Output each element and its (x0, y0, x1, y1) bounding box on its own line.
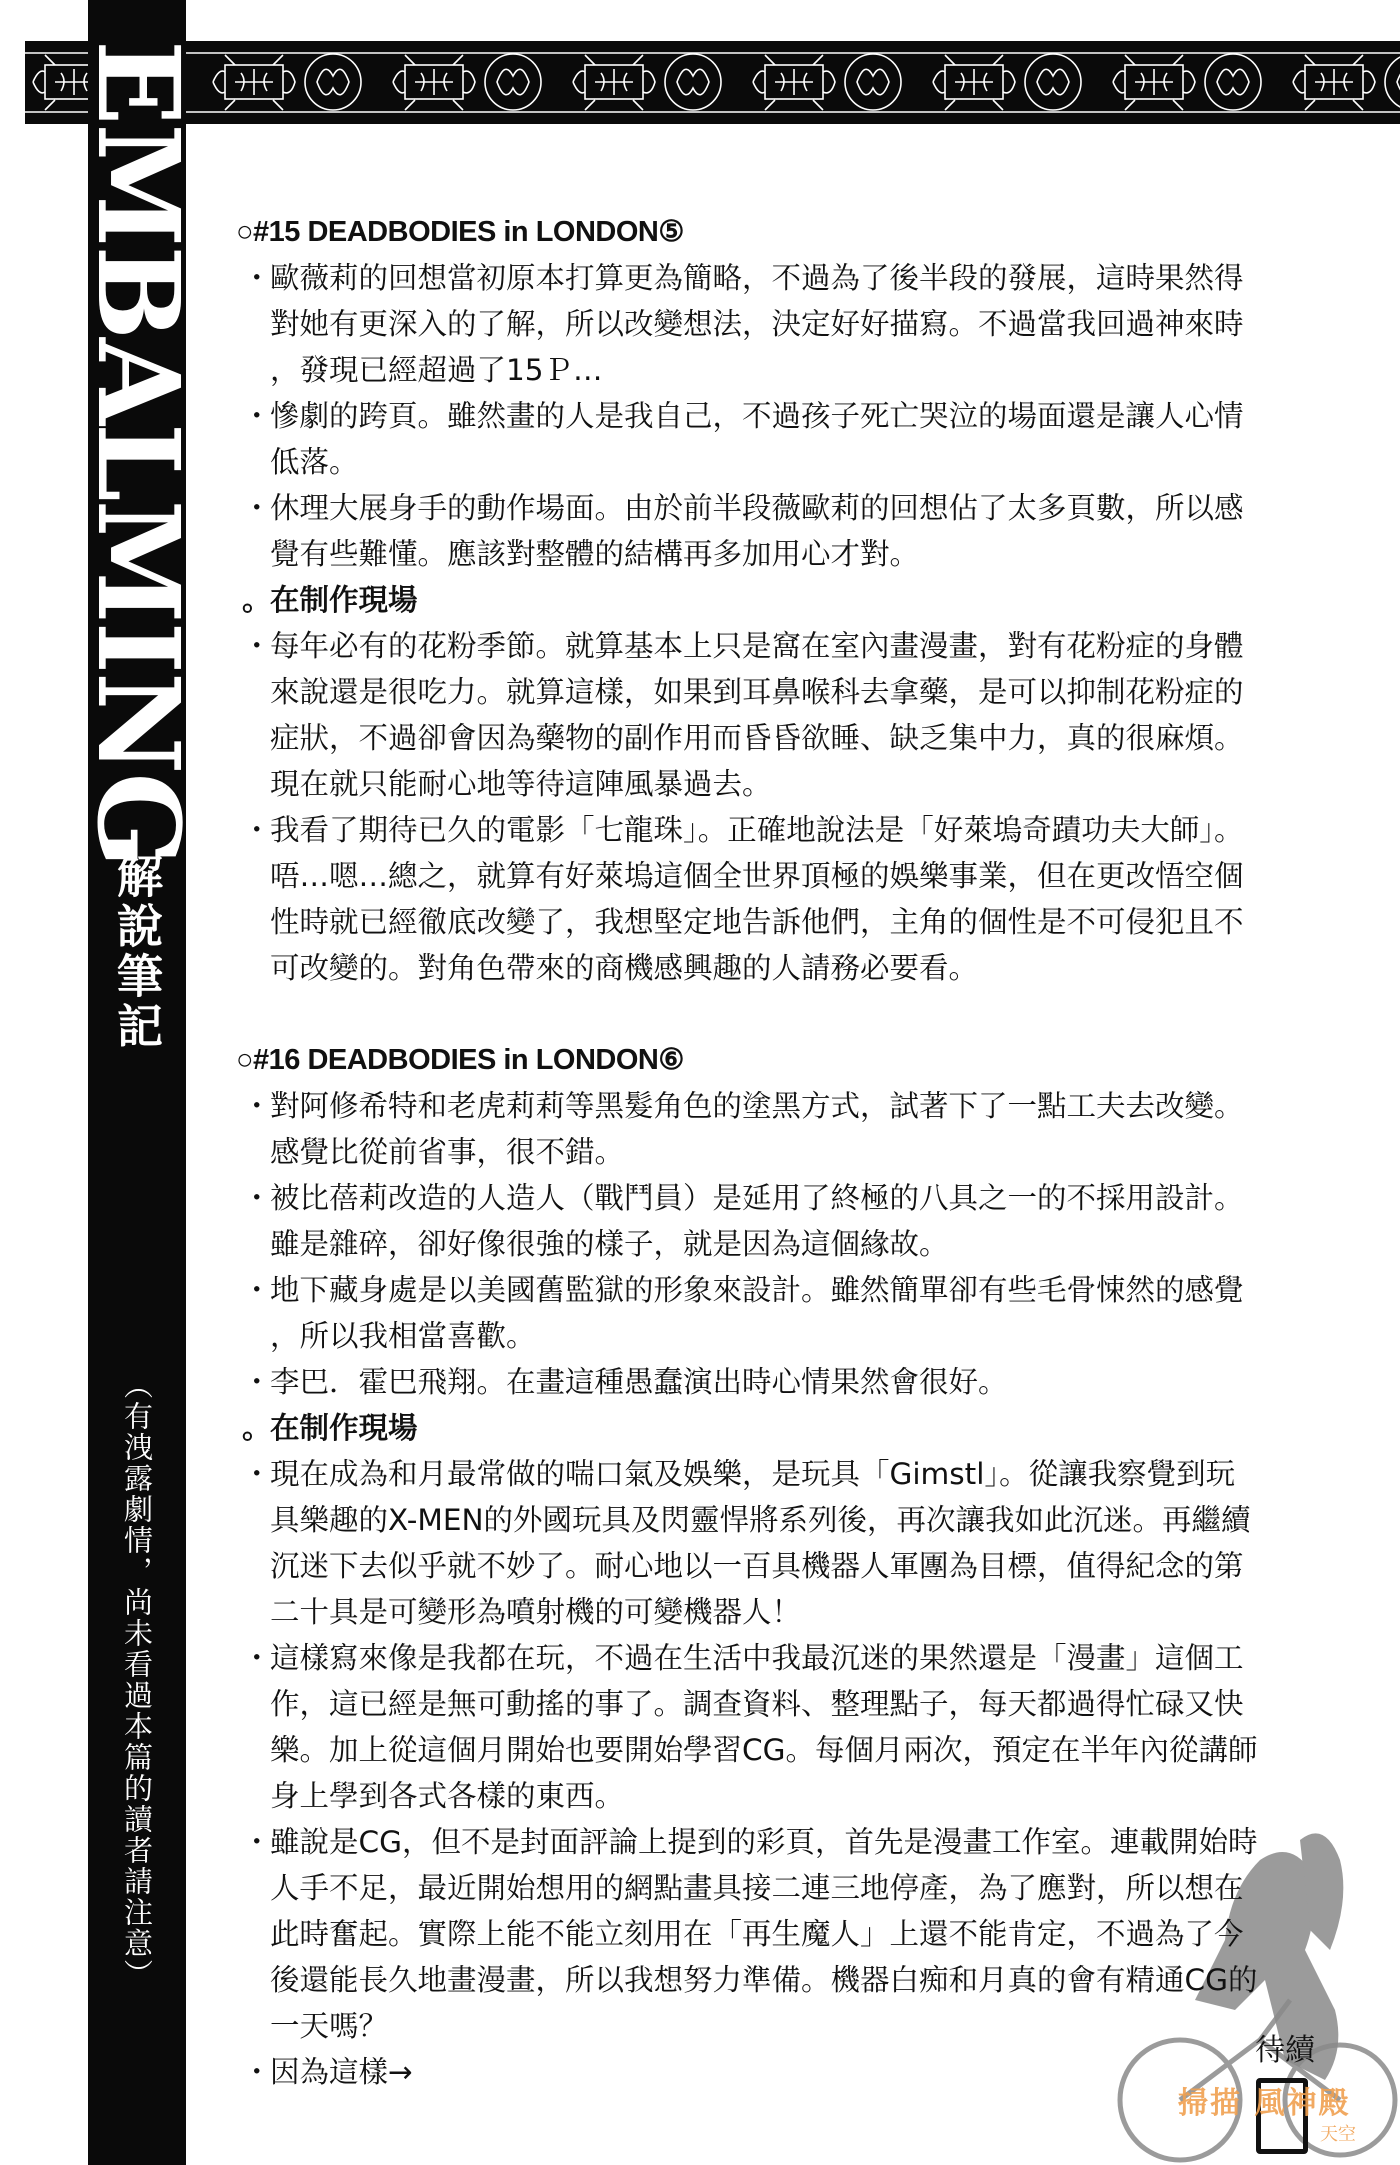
line-text: 二十具是可變形為噴射機的可變機器人！ (270, 1595, 802, 1629)
bullet-item (236, 807, 1356, 991)
text-line (236, 2003, 1356, 2049)
line-text: 雖是雜碎，卻好像很強的樣子，就是因為這個緣故。 (270, 1227, 949, 1261)
line-text: 來說還是很吃力。就算這樣，如果到耳鼻喉科去拿藥，是可以抑制花粉症的 (270, 675, 1244, 709)
line-text: 這樣寫來像是我都在玩，不過在生活中我最沉迷的果然還是「漫畫」這個工 (270, 1641, 1244, 1675)
line-text: 作，這已經是無可動搖的事了。調查資料、整理點子，每天都過得忙碌又快 (270, 1687, 1244, 1721)
circle-mark: 。 (242, 583, 272, 617)
subsection-label (236, 1405, 1356, 1451)
text-line (236, 1543, 1356, 1589)
line-text: 雖說是CG，但不是封面評論上提到的彩頁，首先是漫畫工作室。連載開始時 (270, 1825, 1258, 1859)
text-line (236, 669, 1356, 715)
spoiler-warning: （有洩露劇情，尚未看過本篇的讀者請注意） (120, 1370, 154, 1990)
line-text: 唔…嗯…總之，就算有好萊塢這個全世界頂極的娛樂事業，但在更改悟空個 (270, 859, 1244, 893)
bullet-item (236, 623, 1356, 807)
line-text: 休理大展身手的動作場面。由於前半段薇歐莉的回想佔了太多頁數，所以感 (270, 491, 1244, 525)
ornament-pattern (25, 51, 1400, 114)
text-line (236, 1727, 1356, 1773)
text-line (236, 255, 1356, 301)
line-text: 現在就只能耐心地等待這陣風暴過去。 (270, 767, 772, 801)
bullet-mark: ・ (242, 1457, 272, 1491)
line-text: 對她有更深入的了解，所以改變想法，決定好好描寫。不過當我回過神來時 (270, 307, 1244, 341)
line-text: 覺有些難懂。應該對整體的結構再多加用心才對。 (270, 537, 920, 571)
bullet-mark: ・ (242, 1273, 272, 1307)
bullet-item (236, 485, 1356, 577)
text-line (236, 531, 1356, 577)
text-line (236, 1129, 1356, 1175)
line-text: 每年必有的花粉季節。就算基本上只是窩在室內畫漫畫，對有花粉症的身體 (270, 629, 1244, 663)
text-line (236, 393, 1356, 439)
bullet-item (236, 1267, 1356, 1359)
text-line (236, 1957, 1356, 2003)
text-line (236, 1359, 1356, 1405)
text-line (236, 807, 1356, 853)
bullet-mark: ・ (242, 491, 272, 525)
bullet-item (236, 255, 1356, 393)
text-line (236, 1865, 1356, 1911)
text-line (236, 439, 1356, 485)
line-text: 地下藏身處是以美國舊監獄的形象來設計。雖然簡單卻有些毛骨悚然的感覺 (270, 1273, 1244, 1307)
bullet-mark: ・ (242, 1089, 272, 1123)
text-line (236, 1589, 1356, 1635)
text-line (236, 853, 1356, 899)
line-text: 我看了期待已久的電影「七龍珠」。正確地說法是「好萊塢奇蹟功夫大師」。 (270, 813, 1244, 847)
line-text: 因為這樣→ (270, 2055, 413, 2089)
bullet-item (236, 1451, 1356, 1635)
line-text: 沉迷下去似乎就不妙了。耐心地以一百具機器人軍團為目標，值得紀念的第 (270, 1549, 1244, 1583)
line-text: 具樂趣的X-MEN的外國玩具及閃靈悍將系列後，再次讓我如此沉迷。再繼續 (270, 1503, 1251, 1537)
line-text: 身上學到各式各樣的東西。 (270, 1779, 625, 1813)
text-line (236, 1313, 1356, 1359)
section-subtitle: 解說筆記 (110, 852, 164, 1052)
line-text: 歐薇莉的回想當初原本打算更為簡略，不過為了後半段的發展，這時果然得 (270, 261, 1244, 295)
text-line (236, 1819, 1356, 1865)
bullet-mark: ・ (242, 261, 272, 295)
text-line (236, 1497, 1356, 1543)
section-gap (236, 991, 1356, 1037)
line-text: ，發現已經超過了15Ｐ… (270, 353, 603, 387)
line-text: 一天嗎？ (270, 2009, 389, 2043)
text-line (236, 1451, 1356, 1497)
text-line (236, 623, 1356, 669)
ornamental-header-band (25, 41, 1400, 124)
line-text: 在制作現場 (270, 1411, 418, 1445)
scanlation-watermark: 掃描 風神殿 (1178, 2086, 1351, 2121)
bullet-mark: ・ (242, 2055, 272, 2089)
circle-mark: 。 (242, 1411, 272, 1445)
line-text: 人手不足，最近開始想用的網點畫具接二連三地停產，為了應對，所以想在 (270, 1871, 1244, 1905)
line-text: 現在成為和月最常做的喘口氣及娛樂，是玩具「Gimstl」。從讓我察覺到玩 (270, 1457, 1236, 1491)
line-text: 可改變的。對角色帶來的商機感興趣的人請務必要看。 (270, 951, 979, 985)
bullet-mark: ・ (242, 1641, 272, 1675)
bullet-item (236, 1359, 1356, 1405)
text-line (236, 1773, 1356, 1819)
line-text: 性時就已經徹底改變了，我想堅定地告訴他們，主角的個性是不可侵犯且不 (270, 905, 1244, 939)
line-text: 感覺比從前省事，很不錯。 (270, 1135, 625, 1169)
text-line (236, 1083, 1356, 1129)
line-text: 症狀，不過卻會因為藥物的副作用而昏昏欲睡、缺乏集中力，真的很麻煩。 (270, 721, 1244, 755)
bullet-item (236, 393, 1356, 485)
bullet-mark: ・ (242, 1181, 272, 1215)
commentary-body (236, 209, 1356, 2095)
bullet-mark: ・ (242, 813, 272, 847)
line-text: 在制作現場 (270, 583, 418, 617)
line-text: 此時奮起。實際上能不能立刻用在「再生魔人」上還不能肯定，不過為了今 (270, 1917, 1244, 1951)
text-line (236, 1635, 1356, 1681)
text-line (236, 945, 1356, 991)
text-line (236, 1405, 1356, 1451)
text-line (236, 715, 1356, 761)
section-heading: ○#16 DEADBODIES in LONDON⑥ (236, 1044, 684, 1076)
text-line (236, 1221, 1356, 1267)
line-text: 樂。加上從這個月開始也要開始學習CG。每個月兩次，預定在半年內從講師 (270, 1733, 1258, 1767)
subsection-label (236, 577, 1356, 623)
line-text: 李巴．霍巴飛翔。在畫這種愚蠢演出時心情果然會很好。 (270, 1365, 1008, 1399)
bullet-mark: ・ (242, 629, 272, 663)
scanlation-watermark-sub: 天空 (1320, 2124, 1356, 2145)
text-line (236, 301, 1356, 347)
to-be-continued: 待續 (1255, 2033, 1315, 2068)
bullet-item (236, 1175, 1356, 1267)
bullet-mark: ・ (242, 1365, 272, 1399)
bullet-item (236, 1635, 1356, 1819)
text-line (236, 577, 1356, 623)
text-line (236, 1175, 1356, 1221)
line-text: 對阿修希特和老虎莉莉等黑髮角色的塗黑方式，試著下了一點工夫去改變。 (270, 1089, 1244, 1123)
text-line (236, 899, 1356, 945)
line-text: 低落。 (270, 445, 359, 479)
text-line (236, 1911, 1356, 1957)
bullet-mark: ・ (242, 1825, 272, 1859)
line-text: 被比蓓莉改造的人造人（戰鬥員）是延用了終極的八具之一的不採用設計。 (270, 1181, 1244, 1215)
bullet-item (236, 1819, 1356, 2049)
line-text: 慘劇的跨頁。雖然畫的人是我自己，不過孩子死亡哭泣的場面還是讓人心情 (270, 399, 1244, 433)
bullet-item (236, 1083, 1356, 1175)
line-text: ，所以我相當喜歡。 (270, 1319, 536, 1353)
text-line (236, 1267, 1356, 1313)
text-line (236, 761, 1356, 807)
text-line (236, 485, 1356, 531)
text-line (236, 347, 1356, 393)
series-title: EMBALMING (72, 40, 203, 867)
bullet-mark: ・ (242, 399, 272, 433)
section-heading: ○#15 DEADBODIES in LONDON⑤ (236, 216, 684, 248)
line-text: 後還能長久地畫漫畫，所以我想努力準備。機器白痴和月真的會有精通CG的 (270, 1963, 1258, 1997)
text-line (236, 1681, 1356, 1727)
